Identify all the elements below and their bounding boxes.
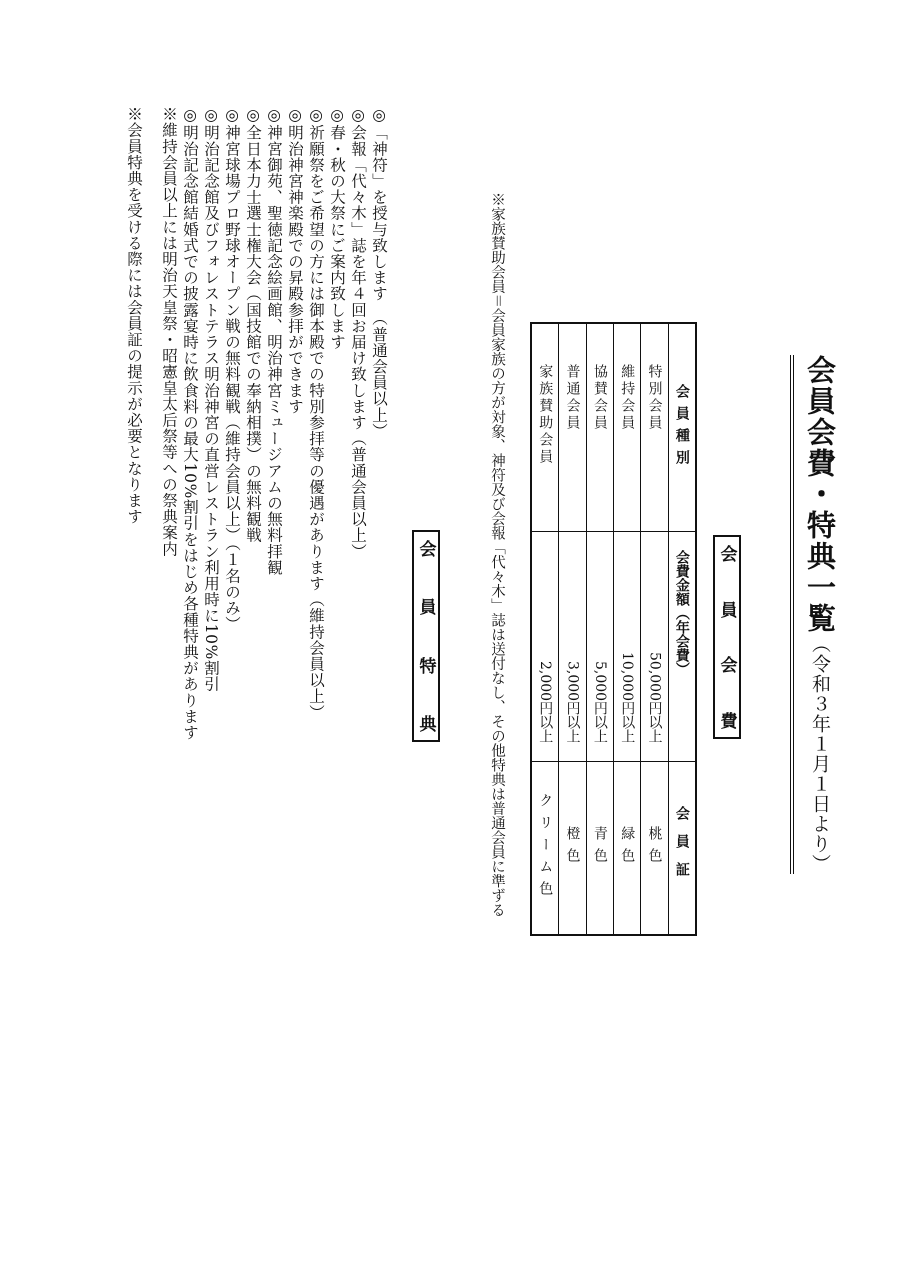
row-card: 桃色 — [646, 826, 663, 870]
membership-fee-table — [530, 322, 697, 936]
row-amount: 5,000円以上 — [587, 532, 613, 762]
row-card: クリーム色 — [537, 793, 554, 903]
table-row — [613, 324, 640, 934]
table-row — [640, 324, 667, 934]
row-card: 青色 — [591, 826, 608, 870]
benefit-heading-char: 特 — [415, 656, 436, 674]
header-amount: 会費金額（年会費） — [669, 532, 695, 762]
benefit-item: ◎祈願祭をご希望の方には御本殿での特別参拝等の優遇があります（維持会員以上） — [307, 106, 325, 721]
fee-heading-char: 会 — [716, 545, 737, 562]
row-type: 協賛会員 — [587, 324, 613, 532]
benefit-item: ◎明治神宮神楽殿での昇殿参拝ができます — [286, 106, 304, 415]
fee-heading-char: 費 — [716, 711, 737, 729]
fee-heading-char: 会 — [716, 656, 737, 674]
benefit-item: ◎全日本力士選士権大会（国技館での奉納相撲）の無料観戦 — [244, 106, 262, 544]
benefit-item: ◎会報「代々木」誌を年４回お届け致します（普通会員以上） — [349, 106, 367, 560]
table-header-column — [668, 324, 695, 934]
benefit-item: ◎神宮球場プロ野球オープン戦の無料観戦（維持会員以上）（１名のみ） — [223, 106, 241, 633]
benefit-item: ◎「神符」を授与致します （普通会員以上） — [370, 106, 388, 439]
row-amount: 10,000円以上 — [614, 532, 640, 762]
row-amount: 50,000円以上 — [641, 532, 667, 762]
family-member-note: ※家族賛助会員＝会員家族の方が対象、神符及び会報「代々木」誌は送付なし、その他特典は普通会員に準ずる — [489, 192, 505, 917]
row-amount: 2,000円以上 — [532, 532, 558, 762]
row-card: 橙色 — [564, 826, 581, 870]
benefits-list — [90, 106, 390, 1006]
benefit-heading-char: 員 — [415, 598, 436, 616]
benefit-remark: ※維持会員以上には明治天皇祭・昭憲皇太后祭等への祭典案内 — [160, 106, 178, 557]
benefit-heading-char: 典 — [415, 714, 436, 732]
title-date: （令和３年１月１日より） — [809, 634, 831, 874]
membership-fee-heading — [713, 535, 741, 739]
benefit-item: ◎明治記念館及びフォレストテラス明治神宮の直営レストラン利用時に10%割引 — [202, 106, 220, 693]
page-title — [790, 355, 841, 874]
title-main: 会員会費・特典一覧 — [803, 355, 837, 634]
benefit-item: ◎明治記念館結婚式での披露宴時に飲食料の最大10%割引をはじめ各種特典があります — [181, 106, 199, 741]
header-card: 会員証 — [673, 806, 690, 890]
row-amount: 3,000円以上 — [559, 532, 585, 762]
row-type: 普通会員 — [559, 324, 585, 532]
row-type: 家族賛助会員 — [532, 324, 558, 532]
row-type: 特別会員 — [641, 324, 667, 532]
table-row — [532, 324, 558, 934]
fee-heading-char: 員 — [716, 600, 737, 618]
row-type: 維持会員 — [614, 324, 640, 532]
table-row — [558, 324, 585, 934]
header-type: 会員種別 — [669, 324, 695, 532]
benefit-heading-char: 会 — [415, 540, 436, 557]
benefit-item: ◎春・秋の大祭にご案内致します — [328, 106, 346, 350]
table-row — [586, 324, 613, 934]
row-card: 緑色 — [619, 826, 636, 870]
benefit-remark: ※会員特典を受ける際には会員証の提示が必要となります — [125, 106, 143, 525]
membership-benefits-heading — [412, 530, 440, 742]
benefit-item: ◎神宮御苑、聖徳記念絵画館、明治神宮ミュージアムの無料拝観 — [265, 106, 283, 576]
